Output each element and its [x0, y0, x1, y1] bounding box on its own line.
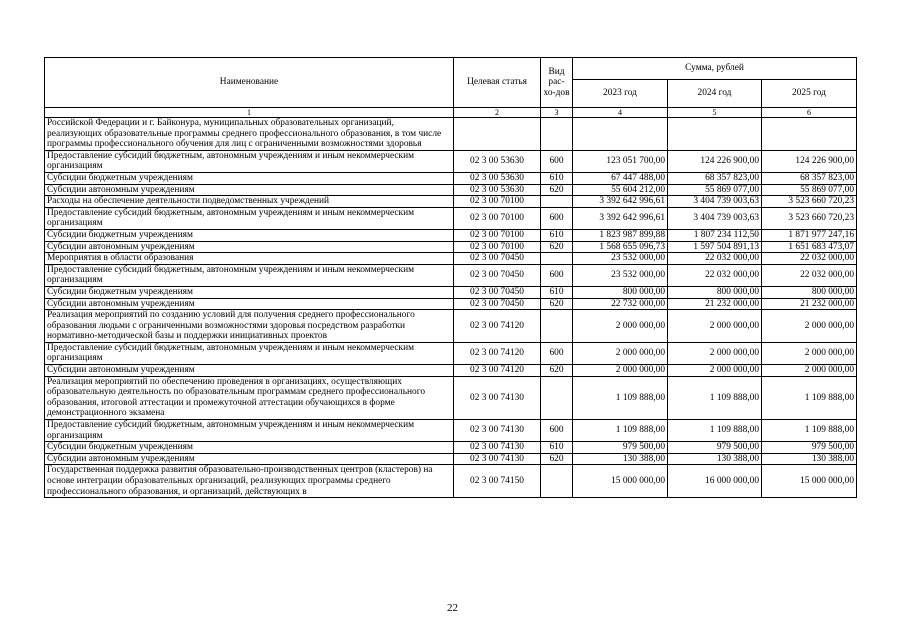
table-row: [45, 253, 857, 265]
row-target-article: 02 3 00 70450: [454, 286, 541, 298]
row-target-article: 02 3 00 74120: [454, 342, 541, 364]
row-amount-2023: 67 447 488,00: [573, 172, 668, 184]
table-row: [45, 465, 857, 498]
row-name: Предоставление субсидий бюджетным, автономным учреждениям и иным некоммерческим организациям: [45, 150, 454, 172]
header-sum: Сумма, рублей: [573, 58, 857, 80]
row-amount-2025: 21 232 000,00: [762, 298, 857, 310]
table-row: [45, 118, 857, 151]
header-year-2023: 2023 год: [573, 80, 668, 108]
row-target-article: 02 3 00 70100: [454, 229, 541, 241]
row-amount-2024: 21 232 000,00: [668, 298, 762, 310]
row-amount-2024: [668, 118, 762, 151]
column-number: 3: [541, 108, 573, 118]
row-amount-2024: 3 404 739 003,63: [668, 196, 762, 208]
row-amount-2023: 22 732 000,00: [573, 298, 668, 310]
row-amount-2024: 1 109 888,00: [668, 420, 762, 442]
row-amount-2025: 3 523 660 720,23: [762, 207, 857, 229]
row-amount-2024: 22 032 000,00: [668, 264, 762, 286]
row-expense-type: [541, 465, 573, 498]
row-target-article: 02 3 00 74150: [454, 465, 541, 498]
row-target-article: 02 3 00 70450: [454, 253, 541, 265]
row-name: Реализация мероприятий по обеспечению проведения в организациях, осуществляющих образовательную деятельность по образовательным программам среднего профессионального образования, итоговой аттестации и промежуточной аттестации обучающихся в форме демонстрационного экзамена: [45, 376, 454, 419]
row-amount-2023: 2 000 000,00: [573, 310, 668, 343]
row-expense-type: 620: [541, 241, 573, 253]
row-amount-2024: 2 000 000,00: [668, 365, 762, 377]
table-row: [45, 420, 857, 442]
row-target-article: 02 3 00 74130: [454, 453, 541, 465]
column-number: 2: [454, 108, 541, 118]
row-amount-2025: 15 000 000,00: [762, 465, 857, 498]
row-amount-2025: [762, 118, 857, 151]
row-target-article: 02 3 00 74120: [454, 365, 541, 377]
row-amount-2024: 800 000,00: [668, 286, 762, 298]
row-amount-2024: 1 807 234 112,50: [668, 229, 762, 241]
table-row: [45, 298, 857, 310]
row-expense-type: 600: [541, 420, 573, 442]
table-header: [45, 58, 857, 118]
table-row: [45, 365, 857, 377]
row-amount-2023: 130 388,00: [573, 453, 668, 465]
row-name: Российской Федерации и г. Байконура, муниципальных образовательных организаций, реализующих образовательные программы среднего профессионального образования, в том числе программы профессионального обучения для лиц с ограниченными возможностями здоровья: [45, 118, 454, 151]
page-number: 22: [447, 602, 458, 614]
row-name: Субсидии автономным учреждениям: [45, 453, 454, 465]
row-name: Мероприятия в области образования: [45, 253, 454, 265]
row-expense-type: 600: [541, 264, 573, 286]
row-name: Государственная поддержка развития образовательно-производственных центров (кластеров) на основе интеграции образовательных организаций, реализующих программы среднего профессионального образования, и организаций, действующих в: [45, 465, 454, 498]
row-target-article: 02 3 00 70450: [454, 264, 541, 286]
row-expense-type: 620: [541, 298, 573, 310]
table-row: [45, 264, 857, 286]
column-number: 5: [668, 108, 762, 118]
row-expense-type: 600: [541, 150, 573, 172]
row-expense-type: [541, 310, 573, 343]
budget-table: [44, 57, 857, 498]
row-name: Предоставление субсидий бюджетным, автономным учреждениям и иным некоммерческим организациям: [45, 420, 454, 442]
row-target-article: 02 3 00 74130: [454, 442, 541, 454]
row-amount-2023: 2 000 000,00: [573, 342, 668, 364]
row-name: Предоставление субсидий бюджетным, автономным учреждениям и иным некоммерческим организациям: [45, 207, 454, 229]
header-name: Наименование: [45, 58, 454, 108]
row-amount-2024: 16 000 000,00: [668, 465, 762, 498]
row-amount-2025: 55 869 077,00: [762, 184, 857, 196]
row-target-article: 02 3 00 74120: [454, 310, 541, 343]
row-expense-type: 600: [541, 207, 573, 229]
row-target-article: 02 3 00 70100: [454, 207, 541, 229]
row-name: Предоставление субсидий бюджетным, автономным учреждениям и иным некоммерческим организациям: [45, 264, 454, 286]
row-name: Субсидии бюджетным учреждениям: [45, 229, 454, 241]
row-target-article: 02 3 00 70100: [454, 196, 541, 208]
table-row: [45, 150, 857, 172]
row-name: Субсидии бюджетным учреждениям: [45, 286, 454, 298]
row-amount-2024: 22 032 000,00: [668, 253, 762, 265]
row-amount-2024: 3 404 739 003,63: [668, 207, 762, 229]
row-expense-type: [541, 118, 573, 151]
row-expense-type: [541, 376, 573, 419]
row-amount-2025: 979 500,00: [762, 442, 857, 454]
row-amount-2023: 1 568 655 096,73: [573, 241, 668, 253]
row-amount-2023: 55 604 212,00: [573, 184, 668, 196]
row-amount-2024: 68 357 823,00: [668, 172, 762, 184]
table-row: [45, 229, 857, 241]
row-amount-2025: 3 523 660 720,23: [762, 196, 857, 208]
row-name: Расходы на обеспечение деятельности подведомственных учреждений: [45, 196, 454, 208]
row-amount-2023: 800 000,00: [573, 286, 668, 298]
table-row: [45, 286, 857, 298]
row-target-article: 02 3 00 70100: [454, 241, 541, 253]
row-amount-2025: 2 000 000,00: [762, 342, 857, 364]
row-amount-2025: 2 000 000,00: [762, 365, 857, 377]
column-number: 6: [762, 108, 857, 118]
table-row: [45, 184, 857, 196]
header-year-2025: 2025 год: [762, 80, 857, 108]
row-amount-2025: 800 000,00: [762, 286, 857, 298]
row-target-article: [454, 118, 541, 151]
row-amount-2025: 68 357 823,00: [762, 172, 857, 184]
row-amount-2025: 1 651 683 473,07: [762, 241, 857, 253]
row-target-article: 02 3 00 70450: [454, 298, 541, 310]
header-code: Целевая статья: [454, 58, 541, 108]
row-amount-2023: 1 109 888,00: [573, 376, 668, 419]
table-row: [45, 310, 857, 343]
table-row: [45, 453, 857, 465]
row-name: Субсидии автономным учреждениям: [45, 365, 454, 377]
row-amount-2025: 124 226 900,00: [762, 150, 857, 172]
row-target-article: 02 3 00 53630: [454, 184, 541, 196]
row-target-article: 02 3 00 74130: [454, 376, 541, 419]
row-expense-type: [541, 196, 573, 208]
column-number-row: [45, 108, 857, 118]
table-row: [45, 241, 857, 253]
table-row: [45, 376, 857, 419]
row-amount-2025: 1 109 888,00: [762, 420, 857, 442]
row-amount-2024: 130 388,00: [668, 453, 762, 465]
row-amount-2024: 2 000 000,00: [668, 342, 762, 364]
row-amount-2023: 123 051 700,00: [573, 150, 668, 172]
row-amount-2023: 23 532 000,00: [573, 253, 668, 265]
row-expense-type: [541, 253, 573, 265]
row-amount-2023: 2 000 000,00: [573, 365, 668, 377]
row-target-article: 02 3 00 53630: [454, 150, 541, 172]
row-amount-2025: 22 032 000,00: [762, 253, 857, 265]
row-expense-type: 620: [541, 453, 573, 465]
row-amount-2023: 3 392 642 996,61: [573, 207, 668, 229]
row-amount-2023: 23 532 000,00: [573, 264, 668, 286]
row-name: Субсидии бюджетным учреждениям: [45, 172, 454, 184]
column-number: 1: [45, 108, 454, 118]
row-amount-2023: 15 000 000,00: [573, 465, 668, 498]
row-amount-2024: 1 109 888,00: [668, 376, 762, 419]
row-amount-2025: 1 109 888,00: [762, 376, 857, 419]
row-amount-2024: 979 500,00: [668, 442, 762, 454]
row-expense-type: 610: [541, 229, 573, 241]
row-amount-2024: 2 000 000,00: [668, 310, 762, 343]
row-name: Реализация мероприятий по созданию условий для получения среднего профессионального образования людьми с ограниченными возможностями здоровья посредством разработки нормативно-методической базы и поддержки инициативных проектов: [45, 310, 454, 343]
row-expense-type: 610: [541, 286, 573, 298]
column-number: 4: [573, 108, 668, 118]
row-amount-2023: 979 500,00: [573, 442, 668, 454]
row-target-article: 02 3 00 74130: [454, 420, 541, 442]
row-expense-type: 610: [541, 442, 573, 454]
row-expense-type: 620: [541, 365, 573, 377]
table-body: [45, 118, 857, 498]
row-name: Субсидии автономным учреждениям: [45, 184, 454, 196]
row-name: Предоставление субсидий бюджетным, автономным учреждениям и иным некоммерческим организациям: [45, 342, 454, 364]
row-amount-2024: 124 226 900,00: [668, 150, 762, 172]
table-row: [45, 172, 857, 184]
row-expense-type: 620: [541, 184, 573, 196]
row-amount-2024: 55 869 077,00: [668, 184, 762, 196]
row-amount-2023: 1 823 987 899,88: [573, 229, 668, 241]
row-amount-2023: [573, 118, 668, 151]
row-expense-type: 600: [541, 342, 573, 364]
row-amount-2023: 1 109 888,00: [573, 420, 668, 442]
row-amount-2024: 1 597 504 891,13: [668, 241, 762, 253]
row-amount-2025: 130 388,00: [762, 453, 857, 465]
header-year-2024: 2024 год: [668, 80, 762, 108]
row-expense-type: 610: [541, 172, 573, 184]
row-name: Субсидии автономным учреждениям: [45, 241, 454, 253]
row-amount-2025: 2 000 000,00: [762, 310, 857, 343]
row-amount-2025: 1 871 977 247,16: [762, 229, 857, 241]
row-name: Субсидии автономным учреждениям: [45, 298, 454, 310]
table-row: [45, 342, 857, 364]
table-row: [45, 442, 857, 454]
header-vid: Вид рас-хо-дов: [541, 58, 573, 108]
row-amount-2023: 3 392 642 996,61: [573, 196, 668, 208]
table-row: [45, 207, 857, 229]
table-row: [45, 196, 857, 208]
row-target-article: 02 3 00 53630: [454, 172, 541, 184]
row-amount-2025: 22 032 000,00: [762, 264, 857, 286]
row-name: Субсидии бюджетным учреждениям: [45, 442, 454, 454]
